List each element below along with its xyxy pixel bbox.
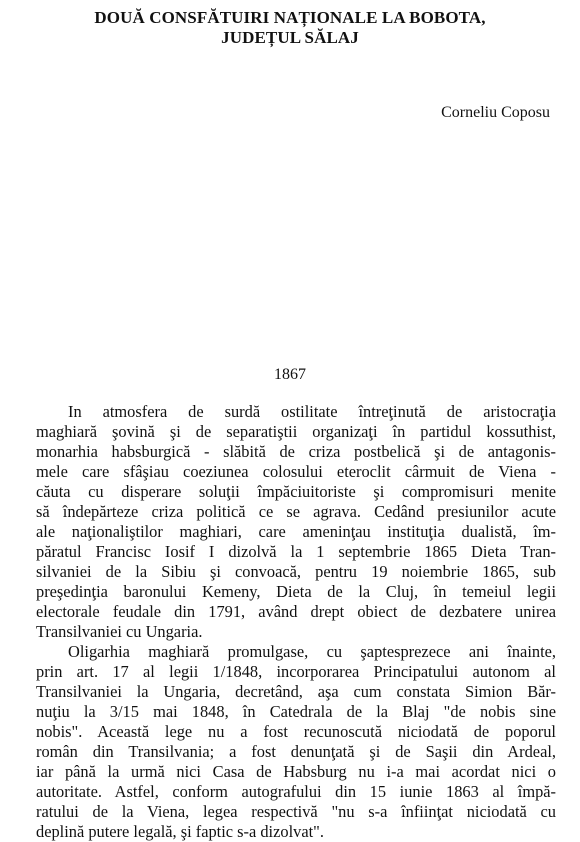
section-year-heading: 1867 xyxy=(274,366,306,383)
text-line: Transilvaniei cu Ungaria. xyxy=(36,622,203,641)
text-line: păratul Francisc Iosif I dizolvă la 1 septembrie 1865 Dieta Tran- xyxy=(36,542,556,561)
text-line: iar până la urmă nici Casa de Habsburg nu i-a mai acordat nici o xyxy=(36,762,556,781)
title-line-2: JUDEȚUL SĂLAJ xyxy=(221,28,359,47)
document-title xyxy=(0,8,580,48)
text-line: nuţiu la 3/15 mai 1848, în Catedrala de la Blaj "de nobis sine xyxy=(36,702,556,721)
author-name: Corneliu Coposu xyxy=(441,104,550,121)
text-line: In atmosfera de surdă ostilitate întreţinută de aristocraţia xyxy=(68,402,556,421)
text-line: monarhia habsburgică - slăbită de criza postbelică şi de antagonis- xyxy=(36,442,556,461)
title-line-1: DOUĂ CONSFĂTUIRI NAȚIONALE LA BOBOTA, xyxy=(94,8,486,27)
text-line: electorale feudale din 1791, având drept obiect de dezbatere unirea xyxy=(36,602,556,621)
text-line: Oligarhia maghiară promulgase, cu şaptesprezece ani înainte, xyxy=(68,642,556,661)
text-line: autoritate. Astfel, conform autografului din 15 iunie 1863 al împă- xyxy=(36,782,556,801)
text-line: silvaniei de la Sibiu şi convoacă, pentru 19 noiembrie 1865, sub xyxy=(36,562,556,581)
text-line: deplină putere legală, şi faptic s-a dizolvat". xyxy=(36,822,324,841)
text-line: român din Transilvania; a fost denunţată şi de Saşii din Ardeal, xyxy=(36,742,556,761)
text-line: nobis". Această lege nu a fost recunoscută niciodată de poporul xyxy=(36,722,556,741)
text-line: prin art. 17 al legii 1/1848, incorporarea Principatului autonom al xyxy=(36,662,556,681)
text-line: căuta cu disperare soluţii împăciuitoriste şi compromisuri menite xyxy=(36,482,556,501)
text-line: ale naţionaliştilor maghiari, care ameninţau instituţia dualistă, îm- xyxy=(36,522,556,541)
text-line: Transilvaniei la Ungaria, decretând, aşa cum constata Simion Băr- xyxy=(36,682,556,701)
paragraph-1 xyxy=(36,402,556,642)
text-line: ratului de la Viena, legea respectivă "nu s-a înfiinţat niciodată cu xyxy=(36,802,556,821)
body-text xyxy=(36,402,556,842)
text-line: mele care sfâşiau coeziunea colosului eteroclit cârmuit de Viena - xyxy=(36,462,556,481)
paragraph-2 xyxy=(36,642,556,842)
text-line: preşedinţia baronului Kemeny, Dieta de la Cluj, în temeiul legii xyxy=(36,582,556,601)
text-line: maghiară şovină şi de separatiştii organizaţi în partidul kossuthist, xyxy=(36,422,556,441)
text-line: să îndepărteze criza politică ce se agrava. Cedând presiunilor acute xyxy=(36,502,556,521)
